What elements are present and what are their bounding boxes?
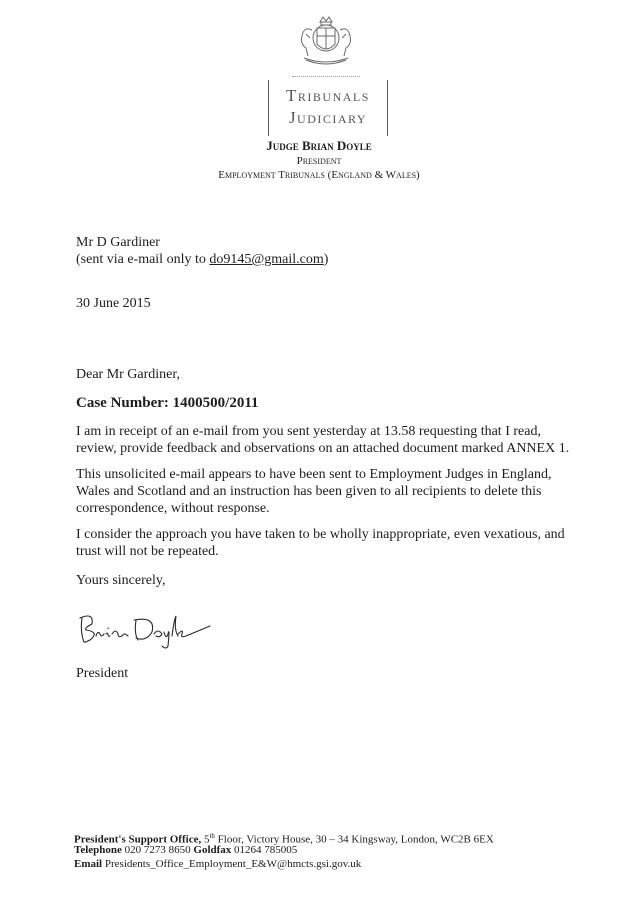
judge-office: Employment Tribunals (England & Wales) [218, 169, 420, 181]
letter-date: 30 June 2015 [76, 296, 151, 311]
delivery-suffix: ) [323, 252, 329, 267]
footer-address-rest: Floor, Victory House, 30 – 34 Kingsway, London, WC2B 6EX [214, 833, 494, 846]
footer-floor-suffix: th [209, 832, 215, 840]
footer-floor-number: 5 [201, 833, 210, 846]
recipient-name: Mr D Gardiner [76, 235, 160, 250]
judge-name: Judge Brian Doyle [266, 138, 372, 153]
handwritten-signature [74, 606, 214, 652]
case-number: Case Number: 1400500/2011 [76, 395, 259, 411]
footer-phone-line [74, 843, 297, 857]
footer-email-line [74, 857, 361, 871]
royal-coat-of-arms-icon [290, 14, 362, 70]
signoff-role: President [76, 666, 129, 681]
recipient-email-link[interactable]: do9145@gmail.com [209, 252, 324, 267]
tribunals-judiciary-logo [268, 80, 388, 136]
delivery-prefix: (sent via e-mail only to [76, 252, 210, 267]
crest-divider [292, 76, 360, 77]
body-paragraph-3: I consider the approach you have taken to be wholly inappropriate, even vexatious, and trust will not be repeated. [76, 527, 565, 559]
footer-telephone-label: Telephone [74, 844, 122, 856]
body-paragraph-1: I am in receipt of an e-mail from you sent yesterday at 13.58 requesting that I read, review, provide feedback and observations on an attached document marked ANNEX 1. [76, 424, 570, 456]
footer-email-address[interactable]: Presidents_Office_Employment_E&W@hmcts.gsi.gov.uk [102, 858, 362, 870]
footer-telephone-number: 020 7273 8650 [121, 844, 194, 856]
judge-title: President [296, 155, 342, 167]
salutation: Dear Mr Gardiner, [76, 367, 181, 382]
recipient-delivery-note [76, 251, 328, 268]
footer-office-label: President's Support Office, [74, 833, 202, 846]
footer-goldfax-label: Goldfax [193, 844, 232, 856]
logo-line-judiciary: Judiciary [288, 108, 368, 127]
logo-line-tribunals: Tribunals [286, 86, 370, 105]
footer-goldfax-number: 01264 785005 [231, 844, 298, 856]
footer-email-label: Email [74, 858, 103, 870]
body-paragraph-2: This unsolicited e-mail appears to have been sent to Employment Judges in England, Wales and Scotland and an instruction has been given to all recipients to delete this correspondence, without response. [76, 467, 552, 516]
closing: Yours sincerely, [76, 573, 166, 588]
